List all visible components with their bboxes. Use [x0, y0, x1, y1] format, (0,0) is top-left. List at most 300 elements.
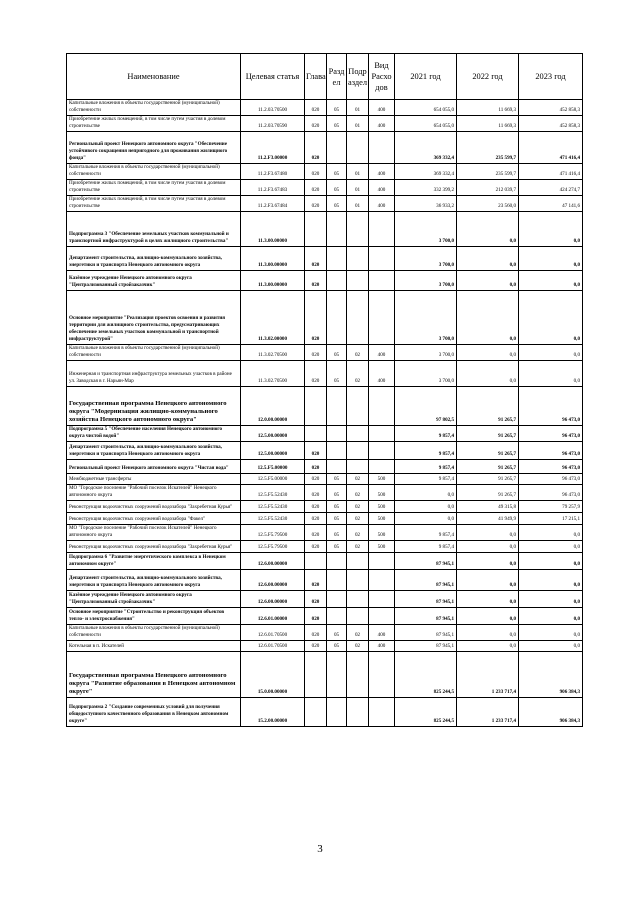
cell-2022: 91 265,7 — [457, 387, 519, 426]
cell-2021: 9 857,4 — [395, 426, 457, 442]
cell-2021: 87 945,1 — [395, 608, 457, 625]
cell-2021: 3 700,0 — [395, 247, 457, 271]
cell-subsection: 02 — [347, 641, 369, 652]
table-row — [67, 625, 583, 641]
cell-section — [327, 460, 347, 474]
cell-2021: 0,0 — [395, 513, 457, 525]
cell-chapter: 020 — [305, 485, 327, 501]
cell-subsection: 01 — [347, 196, 369, 212]
cell-subsection — [347, 132, 369, 164]
cell-2022: 0,0 — [457, 591, 519, 608]
cell-exp-type: 500 — [369, 513, 395, 525]
cell-subsection — [347, 652, 369, 698]
table-row — [67, 164, 583, 180]
cell-section: 05 — [327, 164, 347, 180]
cell-subsection — [347, 426, 369, 442]
cell-section: 05 — [327, 641, 347, 652]
cell-exp-type — [369, 271, 395, 291]
cell-chapter — [305, 426, 327, 442]
cell-section — [327, 291, 347, 345]
cell-subsection — [347, 442, 369, 460]
cell-subsection — [347, 271, 369, 291]
cell-chapter: 020 — [305, 271, 327, 291]
cell-2022: 11 669,3 — [457, 100, 519, 116]
cell-exp-type — [369, 652, 395, 698]
cell-section — [327, 426, 347, 442]
cell-section: 05 — [327, 625, 347, 641]
cell-target-code: 11.2.F3.67484 — [241, 196, 305, 212]
cell-2021: 825 244,5 — [395, 698, 457, 727]
table-row — [67, 247, 583, 271]
cell-target-code: 12.5.F5.79500 — [241, 525, 305, 541]
table-row — [67, 460, 583, 474]
cell-exp-type — [369, 553, 395, 570]
cell-section: 05 — [327, 345, 347, 361]
table-row — [67, 652, 583, 698]
cell-name: МО "Городское поселение "Рабочий поселок Искателей" Ненецкого автономного округа — [67, 525, 241, 541]
cell-subsection — [347, 570, 369, 591]
cell-2021: 0,0 — [395, 485, 457, 501]
cell-target-code: 11.3.00.00000 — [241, 212, 305, 247]
cell-2023: 471 416,4 — [519, 164, 583, 180]
cell-name: Региональный проект Ненецкого автономного округа "Обеспечение устойчивого сокращения непригодного для проживания жилищного фонда" — [67, 132, 241, 164]
cell-section — [327, 271, 347, 291]
budget-table-container — [66, 53, 582, 727]
cell-section: 05 — [327, 525, 347, 541]
table-body — [67, 100, 583, 727]
cell-target-code: 15.0.00.00000 — [241, 652, 305, 698]
cell-2023: 96 473,0 — [519, 460, 583, 474]
cell-name: Подпрограмма 5 "Обеспечение населения Ненецкого автономного округа чистой водой" — [67, 426, 241, 442]
cell-target-code: 11.3.00.00000 — [241, 247, 305, 271]
cell-subsection — [347, 212, 369, 247]
cell-chapter: 020 — [305, 247, 327, 271]
cell-exp-type: 500 — [369, 474, 395, 485]
cell-chapter — [305, 698, 327, 727]
cell-2021: 825 244,5 — [395, 652, 457, 698]
cell-2023: 906 384,3 — [519, 698, 583, 727]
cell-2022: 235 599,7 — [457, 132, 519, 164]
cell-target-code: 12.5.F5.52430 — [241, 501, 305, 513]
cell-section — [327, 212, 347, 247]
cell-name: Реконструкция водоочистных сооружений водозабора "Захребетная Курья" — [67, 501, 241, 513]
cell-exp-type — [369, 387, 395, 426]
cell-chapter: 020 — [305, 570, 327, 591]
cell-name: Капитальные вложения в объекты государственной (муниципальной) собственности — [67, 100, 241, 116]
cell-2021: 369 332,4 — [395, 164, 457, 180]
cell-2021: 9 857,4 — [395, 442, 457, 460]
cell-section: 05 — [327, 361, 347, 387]
table-row — [67, 196, 583, 212]
cell-exp-type — [369, 426, 395, 442]
header-2023: 2023 год — [519, 54, 583, 100]
cell-section: 05 — [327, 196, 347, 212]
cell-name: Государственная программа Ненецкого автономного округа "Модернизация жилищно-коммунального хозяйства Ненецкого автономного округа" — [67, 387, 241, 426]
table-row — [67, 513, 583, 525]
cell-2023: 906 384,3 — [519, 652, 583, 698]
cell-subsection: 01 — [347, 180, 369, 196]
cell-2022: 212 039,7 — [457, 180, 519, 196]
cell-name: Приобретение жилых помещений, в том числе путем участия в долевом строительстве — [67, 180, 241, 196]
table-row — [67, 426, 583, 442]
table-row — [67, 485, 583, 501]
cell-2021: 0,0 — [395, 501, 457, 513]
cell-2023: 0,0 — [519, 361, 583, 387]
table-row — [67, 474, 583, 485]
table-row — [67, 641, 583, 652]
cell-subsection — [347, 291, 369, 345]
cell-2022: 0,0 — [457, 361, 519, 387]
cell-name: Котельная в п. Искателей — [67, 641, 241, 652]
header-section: Разд ел — [327, 54, 347, 100]
cell-2021: 87 945,1 — [395, 591, 457, 608]
cell-section — [327, 608, 347, 625]
cell-2023: 96 473,0 — [519, 485, 583, 501]
cell-subsection: 02 — [347, 541, 369, 553]
cell-chapter — [305, 387, 327, 426]
table-row — [67, 608, 583, 625]
cell-chapter: 020 — [305, 625, 327, 641]
cell-chapter: 020 — [305, 608, 327, 625]
cell-chapter: 020 — [305, 474, 327, 485]
cell-chapter: 020 — [305, 164, 327, 180]
cell-name: Реконструкция водоочистных сооружений водозабора "Факел" — [67, 513, 241, 525]
cell-2023: 0,0 — [519, 271, 583, 291]
cell-target-code: 11.3.02.70500 — [241, 345, 305, 361]
cell-target-code: 12.6.00.00000 — [241, 570, 305, 591]
cell-2021: 654 055,0 — [395, 116, 457, 132]
cell-chapter: 020 — [305, 460, 327, 474]
cell-name: Департамент строительства, жилищно-коммунального хозяйства, энергетики и транспорта Ненецкого автономного округа — [67, 570, 241, 591]
cell-chapter: 020 — [305, 345, 327, 361]
cell-name: Инженерная и транспортная инфраструктура земельных участков в районе ул. Заводская в г. Нарьян-Мар — [67, 361, 241, 387]
cell-target-code: 12.5.00.00000 — [241, 442, 305, 460]
cell-2022: 0,0 — [457, 212, 519, 247]
cell-target-code: 12.5.F5.00000 — [241, 460, 305, 474]
cell-chapter: 020 — [305, 361, 327, 387]
cell-2022: 91 265,7 — [457, 442, 519, 460]
cell-exp-type — [369, 132, 395, 164]
header-subsection: Подр аздел — [347, 54, 369, 100]
cell-exp-type: 400 — [369, 180, 395, 196]
cell-name: Казённое учреждение Ненецкого автономного округа "Централизованный стройзаказчик" — [67, 591, 241, 608]
table-row — [67, 291, 583, 345]
cell-2022: 11 669,3 — [457, 116, 519, 132]
cell-2023: 96 473,0 — [519, 426, 583, 442]
header-name: Наименование — [67, 54, 241, 100]
cell-chapter: 020 — [305, 196, 327, 212]
cell-2023: 17 215,1 — [519, 513, 583, 525]
cell-2022: 235 599,7 — [457, 164, 519, 180]
table-row — [67, 387, 583, 426]
cell-target-code: 12.6.01.70500 — [241, 641, 305, 652]
cell-name: Подпрограмма 6 "Развитие энергетического комплекса в Ненецком автономном округе" — [67, 553, 241, 570]
cell-subsection — [347, 698, 369, 727]
cell-2023: 452 858,3 — [519, 116, 583, 132]
header-exp-type: Вид Расхо дов — [369, 54, 395, 100]
cell-exp-type: 400 — [369, 100, 395, 116]
cell-2022: 0,0 — [457, 291, 519, 345]
cell-subsection: 01 — [347, 100, 369, 116]
cell-section — [327, 247, 347, 271]
cell-chapter: 020 — [305, 513, 327, 525]
cell-2022: 0,0 — [457, 641, 519, 652]
table-row — [67, 570, 583, 591]
cell-section — [327, 132, 347, 164]
cell-exp-type — [369, 442, 395, 460]
cell-chapter: 020 — [305, 541, 327, 553]
cell-2023: 471 416,4 — [519, 132, 583, 164]
cell-subsection: 01 — [347, 164, 369, 180]
cell-chapter — [305, 652, 327, 698]
cell-name: Основное мероприятие "Реализация проектов освоения и развития территории для жилищного строительства, предусматривающих обеспечение земельных участков коммунальной и транспортной инфраструктурой" — [67, 291, 241, 345]
cell-target-code: 12.5.F5.00000 — [241, 474, 305, 485]
table-row — [67, 591, 583, 608]
cell-section — [327, 698, 347, 727]
cell-exp-type: 500 — [369, 501, 395, 513]
cell-2022: 91 265,7 — [457, 474, 519, 485]
cell-2023: 96 473,0 — [519, 442, 583, 460]
cell-exp-type: 400 — [369, 641, 395, 652]
cell-2021: 9 857,4 — [395, 474, 457, 485]
cell-2022: 0,0 — [457, 625, 519, 641]
cell-target-code: 12.5.F5.79500 — [241, 541, 305, 553]
cell-2023: 0,0 — [519, 608, 583, 625]
cell-2023: 0,0 — [519, 525, 583, 541]
cell-chapter: 020 — [305, 180, 327, 196]
cell-subsection — [347, 553, 369, 570]
cell-section: 05 — [327, 100, 347, 116]
table-row — [67, 345, 583, 361]
table-row — [67, 541, 583, 553]
cell-chapter: 020 — [305, 442, 327, 460]
cell-2021: 87 945,1 — [395, 625, 457, 641]
cell-exp-type — [369, 291, 395, 345]
cell-subsection: 02 — [347, 525, 369, 541]
cell-name: Департамент строительства, жилищно-коммунального хозяйства, энергетики и транспорта Ненецкого автономного округа — [67, 442, 241, 460]
cell-target-code: 12.6.01.70500 — [241, 625, 305, 641]
table-row — [67, 271, 583, 291]
cell-2023: 0,0 — [519, 247, 583, 271]
cell-section — [327, 570, 347, 591]
cell-2023: 424 274,7 — [519, 180, 583, 196]
cell-2022: 0,0 — [457, 525, 519, 541]
cell-2023: 0,0 — [519, 345, 583, 361]
cell-subsection — [347, 608, 369, 625]
cell-2023: 0,0 — [519, 541, 583, 553]
cell-exp-type: 400 — [369, 196, 395, 212]
table-row — [67, 698, 583, 727]
cell-name: Капитальные вложения в объекты государственной (муниципальной) собственности — [67, 164, 241, 180]
cell-name: МО "Городское поселение "Рабочий поселок Искателей" Ненецкого автономного округа — [67, 485, 241, 501]
cell-section — [327, 442, 347, 460]
cell-name: Капитальные вложения в объекты государственной (муниципальной) собственности — [67, 625, 241, 641]
cell-target-code: 11.2.F3.00000 — [241, 132, 305, 164]
cell-subsection — [347, 247, 369, 271]
cell-target-code: 11.2.F3.67483 — [241, 180, 305, 196]
cell-chapter — [305, 553, 327, 570]
cell-subsection: 02 — [347, 513, 369, 525]
cell-2023: 0,0 — [519, 570, 583, 591]
cell-2021: 3 700,0 — [395, 361, 457, 387]
cell-name: Реконструкция водоочистных сооружений водозабора "Захребетная Курья" — [67, 541, 241, 553]
cell-2021: 9 857,4 — [395, 460, 457, 474]
cell-exp-type: 400 — [369, 361, 395, 387]
cell-chapter: 020 — [305, 591, 327, 608]
cell-subsection — [347, 591, 369, 608]
cell-name: Подпрограмма 2 "Создание современных условий для получения общедоступного качественного образования в Ненецком автономном округе" — [67, 698, 241, 727]
cell-exp-type — [369, 212, 395, 247]
cell-chapter: 020 — [305, 100, 327, 116]
cell-subsection — [347, 460, 369, 474]
cell-2022: 0,0 — [457, 570, 519, 591]
cell-chapter: 020 — [305, 291, 327, 345]
cell-section: 05 — [327, 116, 347, 132]
cell-2021: 36 933,2 — [395, 196, 457, 212]
cell-exp-type: 400 — [369, 116, 395, 132]
cell-2022: 0,0 — [457, 608, 519, 625]
cell-2022: 0,0 — [457, 345, 519, 361]
cell-subsection: 02 — [347, 345, 369, 361]
table-row — [67, 501, 583, 513]
cell-name: Капитальные вложения в объекты государственной (муниципальной) собственности — [67, 345, 241, 361]
cell-2021: 369 332,4 — [395, 132, 457, 164]
table-header-row — [67, 54, 583, 100]
cell-target-code: 12.5.F5.52430 — [241, 485, 305, 501]
cell-2023: 96 473,0 — [519, 474, 583, 485]
cell-2023: 0,0 — [519, 212, 583, 247]
cell-subsection — [347, 387, 369, 426]
cell-target-code: 12.6.00.00000 — [241, 553, 305, 570]
cell-exp-type: 500 — [369, 541, 395, 553]
table-row — [67, 525, 583, 541]
cell-target-code: 15.2.00.00000 — [241, 698, 305, 727]
cell-target-code: 12.0.00.00000 — [241, 387, 305, 426]
cell-section: 05 — [327, 501, 347, 513]
cell-name: Казённое учреждение Ненецкого автономного округа "Централизованный стройзаказчик" — [67, 271, 241, 291]
cell-2023: 0,0 — [519, 591, 583, 608]
cell-2021: 3 700,0 — [395, 271, 457, 291]
table-row — [67, 361, 583, 387]
cell-2021: 9 857,4 — [395, 541, 457, 553]
cell-section: 05 — [327, 513, 347, 525]
cell-2022: 23 560,0 — [457, 196, 519, 212]
cell-exp-type — [369, 460, 395, 474]
cell-exp-type: 500 — [369, 525, 395, 541]
cell-subsection: 01 — [347, 116, 369, 132]
cell-target-code: 12.5.00.00000 — [241, 426, 305, 442]
cell-target-code: 11.2.03.70500 — [241, 100, 305, 116]
cell-subsection: 02 — [347, 485, 369, 501]
cell-exp-type: 400 — [369, 345, 395, 361]
cell-name: Приобретение жилых помещений, в том числе путем участия в долевом строительстве — [67, 196, 241, 212]
cell-2021: 3 700,0 — [395, 212, 457, 247]
cell-section — [327, 387, 347, 426]
cell-target-code: 11.3.02.70500 — [241, 361, 305, 387]
table-row — [67, 212, 583, 247]
cell-2023: 0,0 — [519, 291, 583, 345]
table-row — [67, 180, 583, 196]
cell-exp-type — [369, 698, 395, 727]
cell-2022: 0,0 — [457, 553, 519, 570]
cell-name: Основное мероприятие "Строительство и реконструкция объектов тепло- и электроснабжения" — [67, 608, 241, 625]
table-row — [67, 100, 583, 116]
cell-2022: 1 233 717,4 — [457, 652, 519, 698]
cell-2021: 87 945,1 — [395, 641, 457, 652]
table-row — [67, 132, 583, 164]
cell-2021: 654 055,0 — [395, 100, 457, 116]
cell-target-code: 11.3.02.00000 — [241, 291, 305, 345]
cell-chapter: 020 — [305, 641, 327, 652]
cell-exp-type — [369, 247, 395, 271]
cell-target-code: 12.6.00.00000 — [241, 591, 305, 608]
cell-2023: 47 141,6 — [519, 196, 583, 212]
cell-subsection: 02 — [347, 361, 369, 387]
cell-target-code: 11.2.03.70590 — [241, 116, 305, 132]
cell-exp-type — [369, 570, 395, 591]
cell-2022: 0,0 — [457, 247, 519, 271]
cell-2022: 91 265,7 — [457, 426, 519, 442]
cell-section: 05 — [327, 180, 347, 196]
cell-target-code: 11.2.F3.67480 — [241, 164, 305, 180]
cell-2023: 79 257,9 — [519, 501, 583, 513]
cell-target-code: 12.6.01.00000 — [241, 608, 305, 625]
cell-2022: 1 233 717,4 — [457, 698, 519, 727]
table-row — [67, 553, 583, 570]
cell-exp-type: 400 — [369, 164, 395, 180]
table-row — [67, 442, 583, 460]
cell-target-code: 11.3.00.00000 — [241, 271, 305, 291]
header-target: Целевая статья — [241, 54, 305, 100]
cell-section: 05 — [327, 485, 347, 501]
cell-exp-type — [369, 608, 395, 625]
cell-2021: 87 945,1 — [395, 553, 457, 570]
cell-section: 05 — [327, 474, 347, 485]
cell-2021: 87 945,1 — [395, 570, 457, 591]
cell-2022: 0,0 — [457, 541, 519, 553]
cell-subsection: 02 — [347, 501, 369, 513]
header-chapter: Глава — [305, 54, 327, 100]
cell-2021: 3 700,0 — [395, 345, 457, 361]
cell-name: Приобретение жилых помещений, в том числе путем участия в долевом строительстве — [67, 116, 241, 132]
cell-name: Подпрограмма 3 "Обеспечение земельных участков коммунальной и транспортной инфраструктурой в целях жилищного строительства" — [67, 212, 241, 247]
cell-2022: 91 265,7 — [457, 460, 519, 474]
cell-2023: 0,0 — [519, 625, 583, 641]
cell-2023: 0,0 — [519, 641, 583, 652]
header-2022: 2022 год — [457, 54, 519, 100]
cell-2022: 49 315,8 — [457, 501, 519, 513]
table-row — [67, 116, 583, 132]
cell-name: Департамент строительства, жилищно-коммунального хозяйства, энергетики и транспорта Ненецкого автономного округа — [67, 247, 241, 271]
cell-chapter: 020 — [305, 501, 327, 513]
cell-name: Государственная программа Ненецкого автономного округа "Развитие образования в Ненецком автономном округе" — [67, 652, 241, 698]
cell-name: Межбюджетные трансферты — [67, 474, 241, 485]
header-2021: 2021 год — [395, 54, 457, 100]
cell-2021: 3 700,0 — [395, 291, 457, 345]
cell-exp-type: 500 — [369, 485, 395, 501]
cell-subsection: 02 — [347, 625, 369, 641]
cell-target-code: 12.5.F5.52430 — [241, 513, 305, 525]
cell-2021: 332 399,2 — [395, 180, 457, 196]
cell-2023: 96 473,0 — [519, 387, 583, 426]
cell-subsection: 02 — [347, 474, 369, 485]
cell-2023: 0,0 — [519, 553, 583, 570]
cell-chapter: 020 — [305, 525, 327, 541]
cell-section — [327, 553, 347, 570]
cell-chapter: 020 — [305, 132, 327, 164]
cell-2022: 91 265,7 — [457, 485, 519, 501]
cell-2021: 9 857,4 — [395, 525, 457, 541]
